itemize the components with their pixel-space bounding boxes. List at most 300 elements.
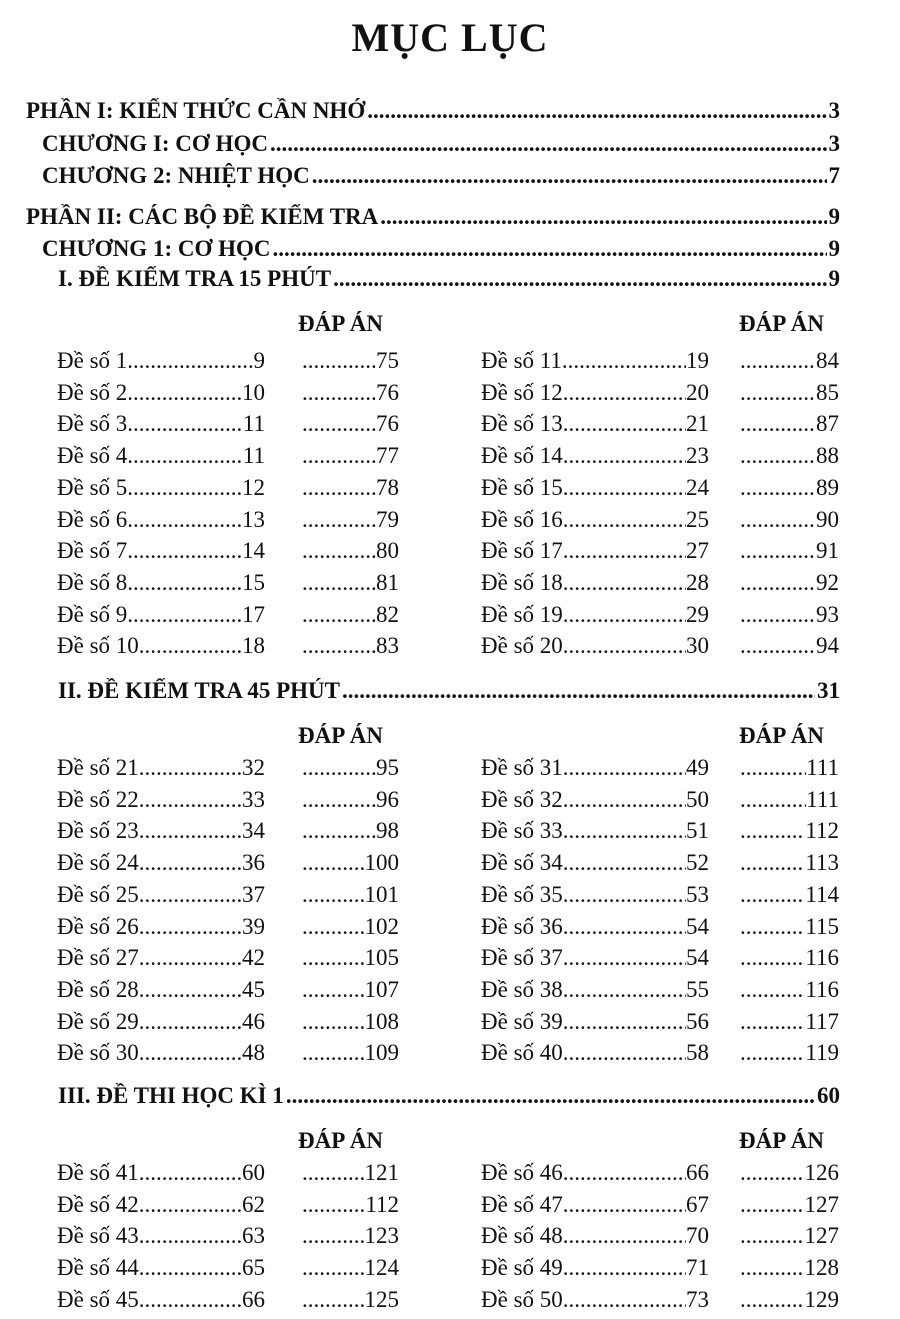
- test-name: Đề số 41: [57, 1160, 139, 1185]
- toc-entry-label: II. ĐỀ KIỂM TRA 45 PHÚT: [58, 678, 341, 703]
- answer-entry[interactable]: [740, 977, 839, 1009]
- leader-dots: [127, 443, 243, 469]
- leader-dots: [127, 602, 242, 628]
- test-entry[interactable]: [481, 538, 709, 570]
- test-entry[interactable]: [481, 1040, 709, 1072]
- test-entry[interactable]: [57, 1192, 265, 1224]
- leader-dots: [127, 475, 242, 501]
- test-page: 46: [242, 1008, 265, 1034]
- answer-page: 124: [364, 1255, 399, 1281]
- test-page: 45: [242, 976, 265, 1002]
- leader-dots: [563, 633, 686, 659]
- toc-entry-part-1[interactable]: [26, 98, 840, 124]
- answer-entry[interactable]: [740, 1040, 839, 1072]
- test-entry[interactable]: [57, 507, 265, 539]
- test-entry[interactable]: [57, 755, 265, 787]
- test-entry[interactable]: [57, 538, 265, 570]
- leader-dots: [563, 914, 686, 940]
- answer-page: 87: [816, 411, 839, 437]
- leader-dots: [563, 1255, 686, 1281]
- test-page: 48: [242, 1040, 265, 1066]
- leader-dots: [563, 538, 686, 564]
- answer-entry[interactable]: [740, 1192, 839, 1224]
- test-entry[interactable]: [481, 1255, 709, 1287]
- test-entry[interactable]: [481, 348, 709, 380]
- leader-dots: [302, 1160, 365, 1186]
- toc-entry-page: 9: [828, 204, 840, 229]
- toc-entry-chapter-2-thermal[interactable]: [42, 163, 840, 189]
- leader-dots: [302, 507, 376, 533]
- answer-page: 85: [816, 379, 839, 405]
- test-entry[interactable]: [57, 945, 265, 977]
- answer-entry[interactable]: [740, 411, 839, 443]
- test-page: 29: [686, 601, 709, 627]
- answer-entry[interactable]: [302, 602, 399, 634]
- answer-page: 108: [364, 1008, 399, 1034]
- answer-entry[interactable]: [302, 882, 399, 914]
- test-name: Đề số 19: [481, 601, 563, 627]
- leader-dots: [563, 977, 686, 1003]
- answer-entry[interactable]: [740, 507, 839, 539]
- test-name: Đề số 43: [57, 1223, 139, 1249]
- test-entry[interactable]: [481, 1287, 709, 1319]
- test-name: Đề số 32: [481, 786, 563, 812]
- leader-dots: [563, 755, 686, 781]
- answer-entry[interactable]: [740, 380, 839, 412]
- answer-page: 83: [376, 633, 399, 659]
- answer-entry[interactable]: [302, 1160, 399, 1192]
- answer-page: 77: [376, 443, 399, 469]
- leader-dots: [302, 818, 376, 844]
- answer-entry[interactable]: [302, 443, 399, 475]
- test-name: Đề số 11: [481, 348, 562, 373]
- test-entry[interactable]: [481, 411, 709, 443]
- leader-dots: [139, 787, 242, 813]
- test-name: Đề số 16: [481, 506, 563, 532]
- toc-entry-part-2[interactable]: [26, 204, 840, 230]
- test-page: 63: [242, 1223, 265, 1249]
- answer-entry[interactable]: [740, 787, 839, 819]
- answer-entry[interactable]: [740, 914, 839, 946]
- leader-dots: [139, 1287, 242, 1313]
- leader-dots: [302, 755, 376, 781]
- test-page: 23: [686, 443, 709, 469]
- test-name: Đề số 5: [57, 474, 128, 500]
- test-entry[interactable]: [481, 475, 709, 507]
- test-name: Đề số 4: [57, 443, 128, 469]
- leader-dots: [563, 507, 686, 533]
- answer-entry[interactable]: [740, 1160, 839, 1192]
- test-page: 14: [242, 538, 265, 564]
- test-page: 56: [686, 1008, 709, 1034]
- answer-page: 98: [376, 818, 399, 844]
- answer-entry[interactable]: [740, 882, 839, 914]
- test-entry[interactable]: [481, 1160, 709, 1192]
- leader-dots: [740, 1160, 805, 1186]
- answer-entry[interactable]: [302, 1287, 399, 1319]
- leader-dots: [302, 882, 365, 908]
- answer-page: 115: [805, 913, 839, 939]
- leader-dots: [302, 538, 376, 564]
- leader-dots: [302, 1287, 365, 1313]
- answer-entry[interactable]: [302, 1255, 399, 1287]
- leader-dots: [127, 570, 242, 596]
- answer-page: 100: [364, 850, 399, 876]
- leader-dots: [342, 678, 815, 704]
- answer-entry[interactable]: [302, 475, 399, 507]
- test-entry[interactable]: [481, 850, 709, 882]
- answer-entry[interactable]: [740, 602, 839, 634]
- leader-dots: [302, 1223, 365, 1249]
- answer-page: 95: [376, 755, 399, 780]
- test-name: Đề số 9: [57, 601, 128, 627]
- test-entry[interactable]: [57, 570, 265, 602]
- leader-dots: [139, 914, 242, 940]
- toc-entry-15-minute-tests[interactable]: [58, 266, 840, 292]
- answer-entry[interactable]: [302, 787, 399, 819]
- answer-header: ĐÁP ÁN: [298, 311, 383, 336]
- test-name: Đề số 30: [57, 1040, 139, 1066]
- test-entry[interactable]: [57, 633, 265, 665]
- test-page: 50: [686, 786, 709, 812]
- test-name: Đề số 21: [57, 755, 139, 780]
- test-page: 12: [242, 474, 265, 500]
- test-entry[interactable]: [57, 475, 265, 507]
- leader-dots: [333, 266, 826, 292]
- test-entry[interactable]: [481, 443, 709, 475]
- leader-dots: [302, 914, 365, 940]
- toc-entry-part2-chapter-1[interactable]: [42, 236, 840, 262]
- leader-dots: [740, 1223, 805, 1249]
- answer-entry[interactable]: [302, 411, 399, 443]
- answer-page: 84: [816, 348, 839, 373]
- answer-entry[interactable]: [302, 507, 399, 539]
- test-entry[interactable]: [57, 977, 265, 1009]
- answer-entry[interactable]: [302, 977, 399, 1009]
- test-entry[interactable]: [57, 1287, 265, 1319]
- test-entry[interactable]: [57, 348, 265, 380]
- answer-entry[interactable]: [302, 818, 399, 850]
- answer-entry[interactable]: [302, 1192, 399, 1224]
- leader-dots: [302, 602, 376, 628]
- leader-dots: [740, 1009, 805, 1035]
- test-name: Đề số 28: [57, 976, 139, 1002]
- leader-dots: [740, 475, 816, 501]
- test-name: Đề số 24: [57, 850, 139, 876]
- answer-page: 121: [364, 1160, 399, 1185]
- answer-page: 117: [805, 1008, 839, 1034]
- leader-dots: [302, 977, 365, 1003]
- answer-page: 79: [376, 506, 399, 532]
- leader-dots: [302, 380, 376, 406]
- test-page: 30: [686, 633, 709, 659]
- answer-entry[interactable]: [302, 945, 399, 977]
- leader-dots: [139, 945, 242, 971]
- test-entry[interactable]: [57, 818, 265, 850]
- leader-dots: [563, 380, 686, 406]
- leader-dots: [139, 1160, 242, 1186]
- answer-page: 128: [804, 1255, 839, 1281]
- answer-entry[interactable]: [302, 1009, 399, 1041]
- answer-page: 78: [376, 474, 399, 500]
- test-entry[interactable]: [57, 443, 265, 475]
- test-entry[interactable]: [481, 633, 709, 665]
- leader-dots: [380, 204, 826, 230]
- test-entry[interactable]: [481, 507, 709, 539]
- answer-entry[interactable]: [302, 380, 399, 412]
- answer-page: 116: [805, 976, 839, 1002]
- test-entry[interactable]: [57, 380, 265, 412]
- toc-entry-label: PHẦN I: KIẾN THỨC CẦN NHỚ: [26, 98, 366, 123]
- test-page: 33: [242, 786, 265, 812]
- answer-page: 126: [804, 1160, 839, 1185]
- answer-entry[interactable]: [302, 538, 399, 570]
- test-entry[interactable]: [481, 945, 709, 977]
- test-name: Đề số 36: [481, 913, 563, 939]
- leader-dots: [563, 443, 686, 469]
- test-entry[interactable]: [481, 1009, 709, 1041]
- test-name: Đề số 40: [481, 1040, 563, 1066]
- test-page: 28: [686, 569, 709, 595]
- test-entry[interactable]: [481, 977, 709, 1009]
- leader-dots: [139, 977, 242, 1003]
- leader-dots: [563, 1223, 686, 1249]
- answer-page: 101: [364, 881, 399, 907]
- test-entry[interactable]: [481, 818, 709, 850]
- test-entry[interactable]: [57, 1160, 265, 1192]
- test-page: 55: [686, 976, 709, 1002]
- page-title: MỤC LỤC: [351, 15, 549, 60]
- answer-page: 111: [806, 755, 839, 780]
- leader-dots: [302, 787, 376, 813]
- toc-entry-page: 60: [817, 1083, 840, 1108]
- test-entry[interactable]: [481, 380, 709, 412]
- answer-page: 113: [805, 850, 839, 876]
- toc-entry-label: CHƯƠNG 2: NHIỆT HỌC: [42, 163, 310, 188]
- leader-dots: [740, 348, 816, 374]
- test-name: Đề số 10: [57, 633, 139, 659]
- test-page: 21: [686, 411, 709, 437]
- leader-dots: [740, 977, 805, 1003]
- leader-dots: [139, 633, 242, 659]
- test-entry[interactable]: [57, 850, 265, 882]
- leader-dots: [563, 850, 686, 876]
- test-entry[interactable]: [481, 570, 709, 602]
- answer-entry[interactable]: [302, 850, 399, 882]
- test-entry[interactable]: [481, 882, 709, 914]
- test-page: 19: [686, 348, 709, 373]
- toc-entry-label: CHƯƠNG 1: CƠ HỌC: [42, 236, 271, 261]
- test-page: 11: [242, 443, 265, 469]
- leader-dots: [562, 348, 686, 374]
- toc-entry-page: 3: [828, 98, 840, 123]
- test-entry[interactable]: [481, 1223, 709, 1255]
- answer-entry[interactable]: [302, 1040, 399, 1072]
- leader-dots: [563, 1040, 686, 1066]
- leader-dots: [740, 1255, 805, 1281]
- leader-dots: [302, 570, 376, 596]
- test-page: 39: [242, 913, 265, 939]
- test-entry[interactable]: [57, 602, 265, 634]
- answer-entry[interactable]: [740, 570, 839, 602]
- answer-entry[interactable]: [740, 1223, 839, 1255]
- leader-dots: [302, 475, 376, 501]
- leader-dots: [286, 1083, 815, 1109]
- test-name: Đề số 1: [57, 348, 128, 373]
- test-page: 70: [686, 1223, 709, 1249]
- leader-dots: [270, 131, 827, 157]
- answer-entry[interactable]: [740, 850, 839, 882]
- leader-dots: [563, 1009, 686, 1035]
- test-entry[interactable]: [481, 787, 709, 819]
- test-page: 62: [242, 1191, 265, 1217]
- toc-entry-label: CHƯƠNG I: CƠ HỌC: [42, 131, 268, 156]
- test-entry[interactable]: [57, 1223, 265, 1255]
- answer-entry[interactable]: [740, 348, 839, 380]
- test-entry[interactable]: [57, 1009, 265, 1041]
- test-name: Đề số 7: [57, 538, 128, 564]
- answer-entry[interactable]: [302, 1223, 399, 1255]
- test-entry[interactable]: [481, 914, 709, 946]
- answer-page: 109: [364, 1040, 399, 1066]
- test-entry[interactable]: [57, 882, 265, 914]
- leader-dots: [563, 818, 686, 844]
- answer-entry[interactable]: [740, 818, 839, 850]
- toc-entry-page: 7: [828, 163, 840, 188]
- leader-dots: [302, 633, 376, 659]
- leader-dots: [740, 443, 816, 469]
- test-name: Đề số 47: [481, 1191, 563, 1217]
- leader-dots: [740, 755, 806, 781]
- test-page: 20: [686, 379, 709, 405]
- test-entry[interactable]: [481, 1192, 709, 1224]
- leader-dots: [139, 1255, 242, 1281]
- test-page: 54: [686, 945, 709, 971]
- answer-entry[interactable]: [740, 633, 839, 665]
- answer-page: 111: [806, 786, 839, 812]
- test-entry[interactable]: [481, 602, 709, 634]
- test-page: 24: [686, 474, 709, 500]
- test-page: 27: [686, 538, 709, 564]
- leader-dots: [302, 1192, 365, 1218]
- toc-entry-page: 31: [817, 678, 840, 703]
- answer-page: 112: [805, 818, 839, 844]
- test-entry[interactable]: [57, 411, 265, 443]
- leader-dots: [740, 914, 805, 940]
- leader-dots: [127, 348, 253, 374]
- test-name: Đề số 37: [481, 945, 563, 971]
- test-page: 51: [686, 818, 709, 844]
- test-name: Đề số 2: [57, 379, 128, 405]
- answer-entry[interactable]: [740, 1009, 839, 1041]
- answer-page: 127: [804, 1191, 839, 1217]
- answer-page: 105: [364, 945, 399, 971]
- test-entry[interactable]: [481, 755, 709, 787]
- leader-dots: [740, 945, 805, 971]
- leader-dots: [302, 1255, 365, 1281]
- leader-dots: [740, 850, 805, 876]
- test-name: Đề số 35: [481, 881, 563, 907]
- answer-entry[interactable]: [302, 633, 399, 665]
- leader-dots: [139, 1009, 242, 1035]
- test-name: Đề số 13: [481, 411, 563, 437]
- answer-entry[interactable]: [740, 475, 839, 507]
- test-page: 32: [242, 755, 265, 780]
- toc-entry-page: 9: [828, 266, 840, 291]
- test-name: Đề số 42: [57, 1191, 139, 1217]
- leader-dots: [139, 850, 242, 876]
- test-name: Đề số 44: [57, 1255, 139, 1281]
- test-page: 58: [686, 1040, 709, 1066]
- test-entry[interactable]: [57, 1040, 265, 1072]
- leader-dots: [740, 1287, 805, 1313]
- toc-entry-label: PHẦN II: CÁC BỘ ĐỀ KIỂM TRA: [26, 204, 379, 229]
- answer-entry[interactable]: [740, 1255, 839, 1287]
- leader-dots: [127, 538, 242, 564]
- toc-entry-label: III. ĐỀ THI HỌC KÌ 1: [58, 1083, 284, 1108]
- test-entry[interactable]: [57, 1255, 265, 1287]
- answer-entry[interactable]: [740, 1287, 839, 1319]
- answer-entry[interactable]: [302, 755, 399, 787]
- test-page: 37: [242, 881, 265, 907]
- leader-dots: [740, 507, 816, 533]
- leader-dots: [740, 818, 805, 844]
- leader-dots: [127, 380, 242, 406]
- answer-entry[interactable]: [740, 538, 839, 570]
- test-name: Đề số 50: [481, 1286, 563, 1312]
- answer-entry[interactable]: [740, 945, 839, 977]
- leader-dots: [740, 380, 816, 406]
- toc-entry-semester-1-exams[interactable]: [58, 1083, 840, 1109]
- test-entry[interactable]: [57, 787, 265, 819]
- leader-dots: [127, 507, 242, 533]
- leader-dots: [302, 1040, 365, 1066]
- test-name: Đề số 14: [481, 443, 563, 469]
- answer-page: 112: [365, 1191, 399, 1217]
- answer-entry[interactable]: [740, 443, 839, 475]
- answer-header: ĐÁP ÁN: [298, 723, 383, 748]
- test-name: Đề số 34: [481, 850, 563, 876]
- leader-dots: [563, 570, 686, 596]
- leader-dots: [302, 443, 376, 469]
- answer-page: 123: [364, 1223, 399, 1249]
- leader-dots: [563, 411, 686, 437]
- answer-entry[interactable]: [740, 755, 839, 787]
- leader-dots: [139, 1040, 242, 1066]
- test-page: 17: [242, 601, 265, 627]
- toc-entry-45-minute-tests[interactable]: [58, 678, 840, 704]
- leader-dots: [563, 1160, 686, 1186]
- toc-entry-chapter-1-mechanics[interactable]: [42, 131, 840, 157]
- test-name: Đề số 25: [57, 881, 139, 907]
- answer-page: 76: [376, 411, 399, 437]
- answer-page: 81: [376, 569, 399, 595]
- test-name: Đề số 38: [481, 976, 563, 1002]
- test-entry[interactable]: [57, 914, 265, 946]
- answer-page: 102: [364, 913, 399, 939]
- answer-entry[interactable]: [302, 570, 399, 602]
- leader-dots: [740, 411, 816, 437]
- test-page: 71: [686, 1255, 709, 1281]
- test-name: Đề số 26: [57, 913, 139, 939]
- leader-dots: [740, 633, 816, 659]
- test-page: 42: [242, 945, 265, 971]
- answer-entry[interactable]: [302, 348, 399, 380]
- test-page: 65: [242, 1255, 265, 1281]
- answer-entry[interactable]: [302, 914, 399, 946]
- leader-dots: [563, 475, 686, 501]
- test-page: 25: [686, 506, 709, 532]
